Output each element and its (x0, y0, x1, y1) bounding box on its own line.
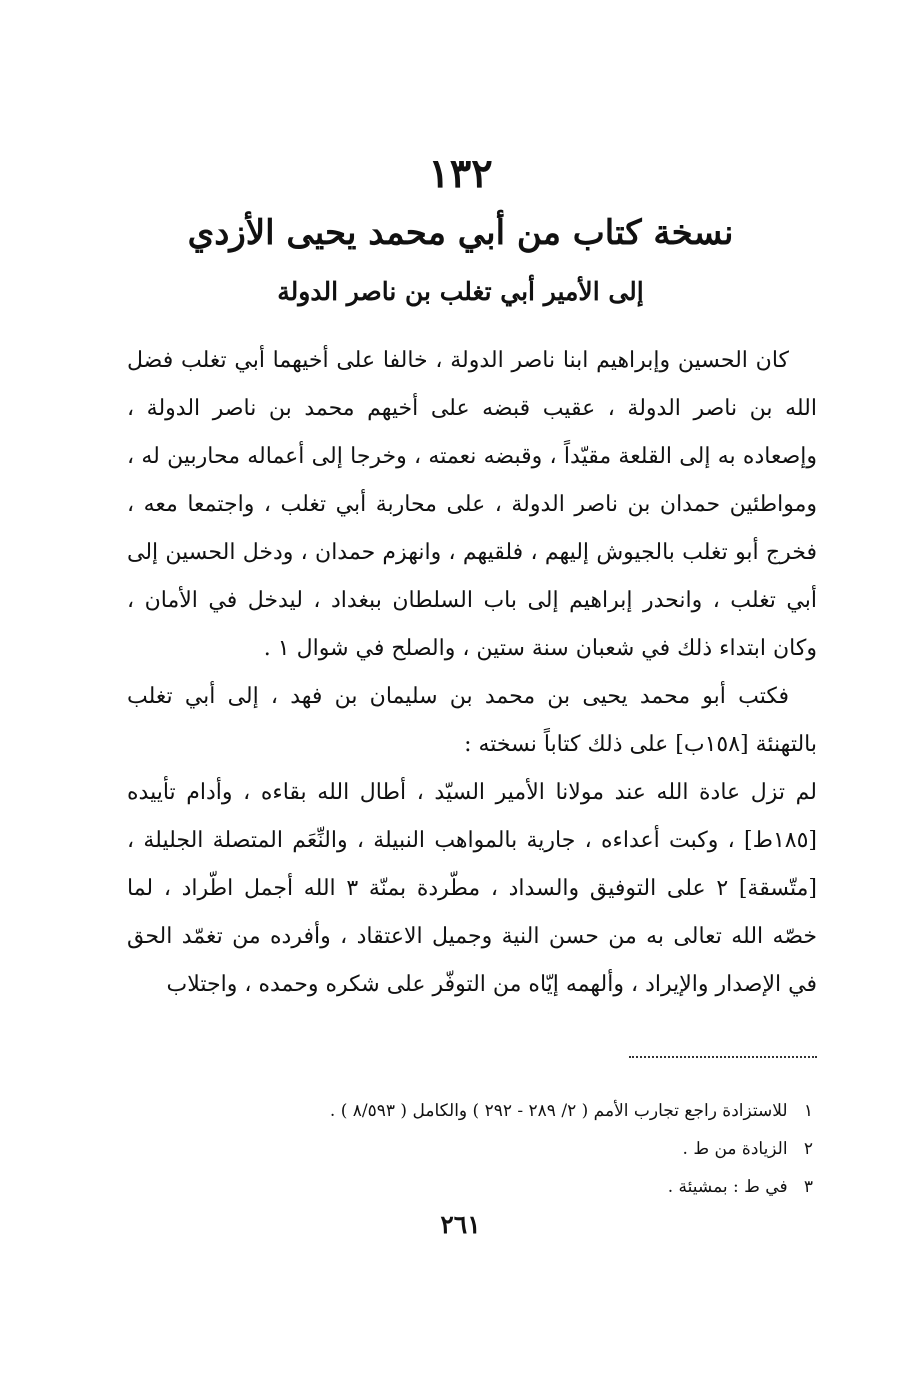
footnotes (123, 1092, 813, 1206)
page-number: ٢٦١ (440, 1210, 481, 1239)
footnote-3 (123, 1168, 813, 1206)
paragraph-letter-heading: فكتب أبو محمد يحيى بن محمد بن سليمان بن فهد ، إلى أبي تغلب بالتهنئة [١٥٨ب] على ذلك كتاباً نسخته : (127, 684, 817, 757)
footnote-text: للاستزادة راجع تجارب الأمم ( ٢/ ٢٨٩ - ٢٩٢ ) والكامل ( ٨/٥٩٣ ) . (329, 1101, 788, 1121)
document-title: نسخة كتاب من أبي محمد يحيى الأزدي (187, 213, 734, 253)
footnote-text: الزيادة من ط . (682, 1139, 788, 1159)
paragraph-letter-body: لم تزل عادة الله عند مولانا الأمير السيّد ، أطال الله بقاءه ، وأدام تأييده [١٨٥ط] ، وكبت أعداءه ، جارية بالمواهب النبيلة ، والنِّعَم المتصلة الجليلة ، [متّسقة] ٢ على التوفيق والسداد ، مطّردة بمنّة ٣ الله أجمل اطّراد ، لما خصّه الله تعالى به من حسن النية وجميل الاعتقاد ، وأفرده من تغمّد الحق في الإصدار والإيراد ، وألهمه إيّاه من التوفّر على شكره وحمده ، واجتلاب (127, 780, 817, 997)
document-number: ١٣٢ (428, 150, 493, 197)
footnote-divider (629, 1056, 817, 1058)
footnote-2 (123, 1130, 813, 1168)
footnote-number: ٢ (803, 1139, 813, 1159)
main-text (127, 337, 817, 1009)
paragraph-intro: كان الحسين وإبراهيم ابنا ناصر الدولة ، خالفا على أخيهما أبي تغلب فضل الله بن ناصر الدولة ، عقيب قبضه على أخيهم محمد بن ناصر الدولة ، وإصعاده به إلى القلعة مقيّداً ، وقبضه نعمته ، وخرجا إلى أعماله محاربين له ، ومواطئين حمدان بن ناصر الدولة ، على محاربة أبي تغلب ، واجتمعا معه ، فخرج أبو تغلب بالجيوش إليهم ، فلقيهم ، وانهزم حمدان ، ودخل الحسين إلى أبي تغلب ، وانحدر إبراهيم إلى باب السلطان ببغداد ، ليدخل في الأمان ، وكان ابتداء ذلك في شعبان سنة ستين ، والصلح في شوال ١ . (127, 348, 817, 661)
footnote-number: ٣ (803, 1177, 813, 1197)
footnote-text: في ط : بمشيئة . (667, 1177, 788, 1197)
document-subtitle: إلى الأمير أبي تغلب بن ناصر الدولة (277, 277, 644, 306)
footnote-number: ١ (803, 1101, 813, 1121)
footnote-1 (123, 1092, 813, 1130)
